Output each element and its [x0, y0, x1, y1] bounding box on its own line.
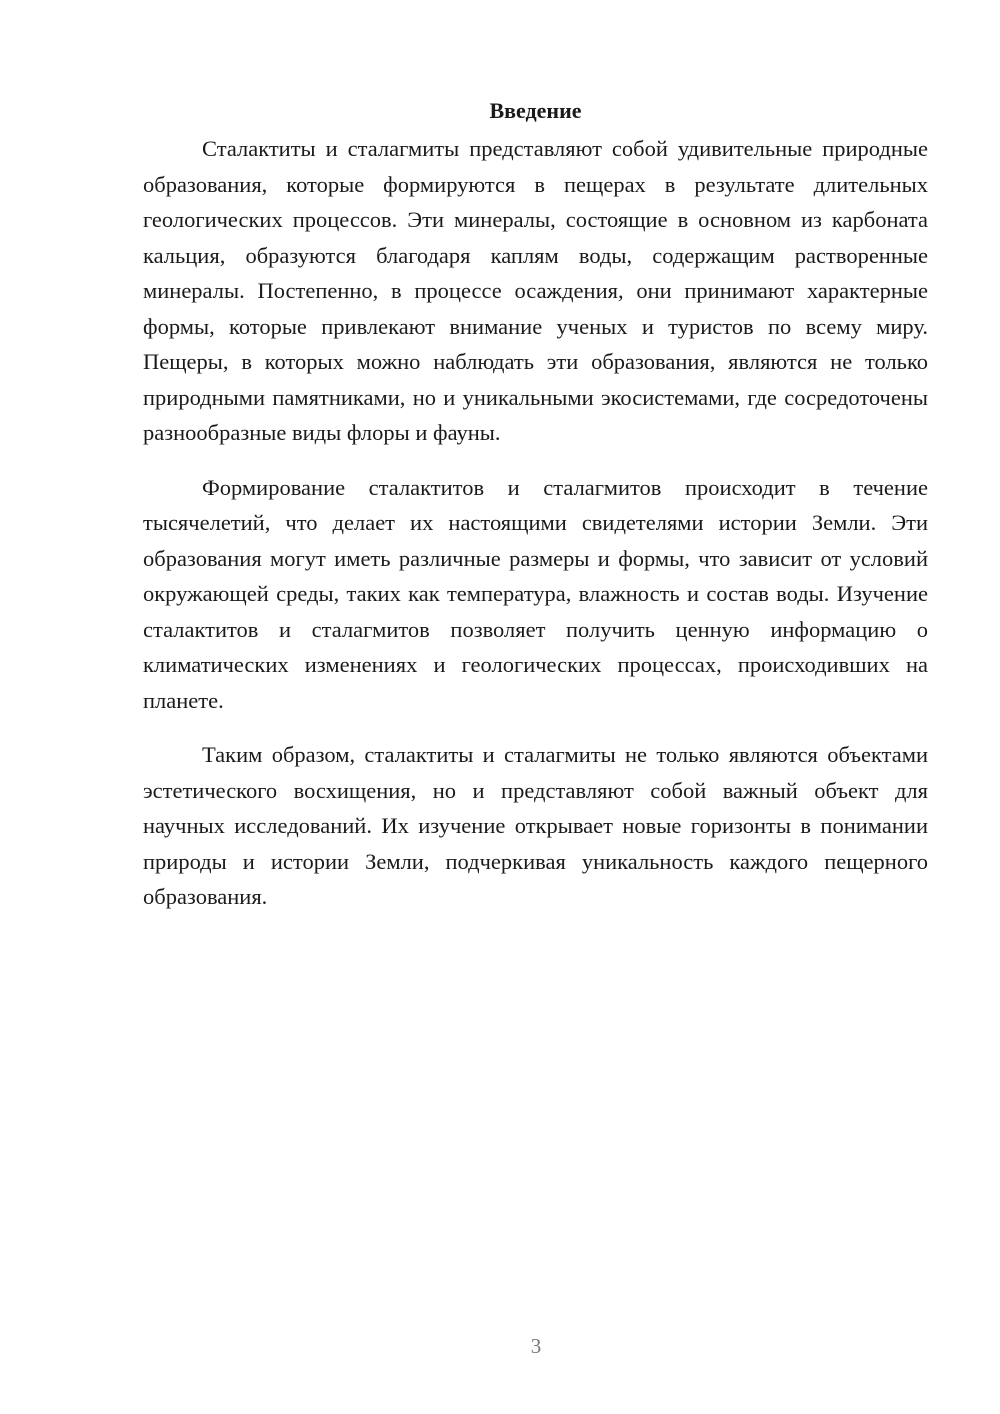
paragraph-3: Таким образом, сталактиты и сталагмиты не только являются объектами эстетического восхищения, но и представляют собой важный объект для научных исследований. Их изучение открывает новые горизонты в понимании природы и истории Земли, подчеркивая уникальность каждого пещерного образования.: [143, 742, 928, 909]
paragraph-1: Сталактиты и сталагмиты представляют собой удивительные природные образования, которые формируются в пещерах в результате длительных геологических процессов. Эти минералы, состоящие в основном из карбоната кальция, образуются благодаря каплям воды, содержащим растворенные минералы. Постепенно, в процессе осаждения, они принимают характерные формы, которые привлекают внимание ученых и туристов по всему миру. Пещеры, в которых можно наблюдать эти образования, являются не только природными памятниками, но и уникальными экосистемами, где сосредоточены разнообразные виды флоры и фауны.: [143, 136, 928, 445]
section-heading: Введение: [489, 98, 582, 123]
paragraph-2: Формирование сталактитов и сталагмитов происходит в течение тысячелетий, что делает их настоящими свидетелями истории Земли. Эти образования могут иметь различные размеры и формы, что зависит от условий окружающей среды, таких как температура, влажность и состав воды. Изучение сталактитов и сталагмитов позволяет получить ценную информацию о климатических изменениях и геологических процессах, происходивших на планете.: [143, 474, 928, 713]
document-body: [143, 96, 928, 915]
page-number: 3: [530, 1334, 542, 1358]
